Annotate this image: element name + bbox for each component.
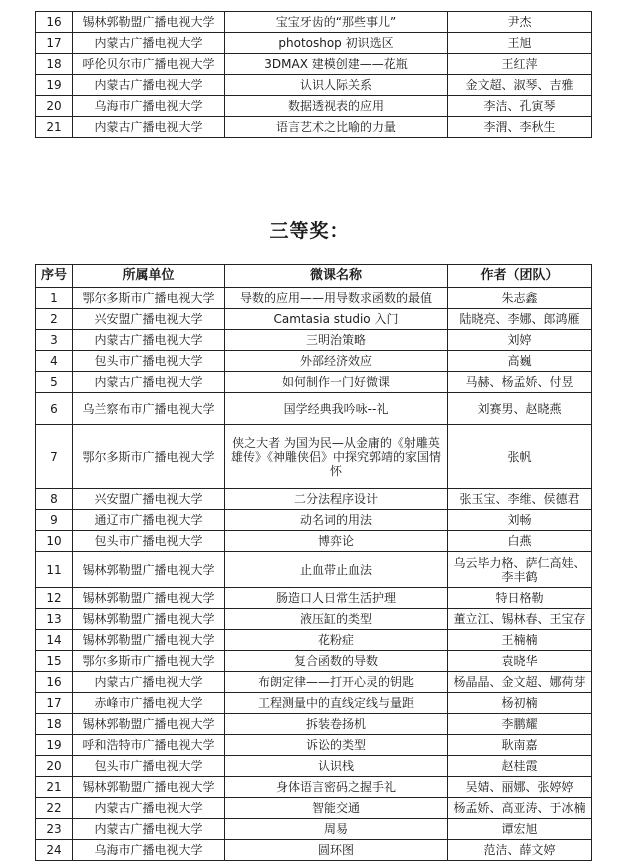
unit-cell: 乌兰察布市广播电视大学 <box>73 393 225 425</box>
author-cell: 袁晓华 <box>448 651 592 672</box>
table-row <box>36 609 592 630</box>
unit-cell: 锡林郭勒盟广播电视大学 <box>73 12 225 33</box>
course-title-cell: 宝宝牙齿的“那些事儿” <box>225 12 448 33</box>
table-row <box>36 393 592 425</box>
header-number: 序号 <box>36 265 73 288</box>
unit-cell: 内蒙古广播电视大学 <box>73 117 225 138</box>
course-title-cell: 圆环图 <box>225 840 448 861</box>
row-number: 7 <box>36 425 73 489</box>
unit-cell: 内蒙古广播电视大学 <box>73 75 225 96</box>
table-row <box>36 531 592 552</box>
unit-cell: 包头市广播电视大学 <box>73 351 225 372</box>
table-row <box>36 288 592 309</box>
author-cell: 杨孟娇、高亚涛、于冰楠 <box>448 798 592 819</box>
unit-cell: 内蒙古广播电视大学 <box>73 33 225 54</box>
table-row <box>36 489 592 510</box>
unit-cell: 锡林郭勒盟广播电视大学 <box>73 588 225 609</box>
header-unit: 所属单位 <box>73 265 225 288</box>
header-author: 作者（团队） <box>448 265 592 288</box>
unit-cell: 内蒙古广播电视大学 <box>73 330 225 351</box>
unit-cell: 锡林郭勒盟广播电视大学 <box>73 609 225 630</box>
row-number: 19 <box>36 75 73 96</box>
row-number: 17 <box>36 33 73 54</box>
author-cell: 耿南嘉 <box>448 735 592 756</box>
course-title-cell: 如何制作一门好微课 <box>225 372 448 393</box>
course-title-cell: 花粉症 <box>225 630 448 651</box>
row-number: 11 <box>36 552 73 588</box>
unit-cell: 内蒙古广播电视大学 <box>73 372 225 393</box>
table-row <box>36 819 592 840</box>
author-cell: 刘赛男、赵晓燕 <box>448 393 592 425</box>
course-title-cell: 肠造口人日常生活护理 <box>225 588 448 609</box>
author-cell: 特日格勒 <box>448 588 592 609</box>
author-cell: 李鹏耀 <box>448 714 592 735</box>
course-title-cell: 诉讼的类型 <box>225 735 448 756</box>
author-cell: 刘畅 <box>448 510 592 531</box>
course-title-cell: 侠之大者 为国为民—从金庸的《射雕英雄传》《神雕侠侣》中探究郭靖的家国情怀 <box>225 425 448 489</box>
table-row <box>36 651 592 672</box>
row-number: 19 <box>36 735 73 756</box>
table-row <box>36 425 592 489</box>
course-title-cell: 液压缸的类型 <box>225 609 448 630</box>
course-title-cell: 工程测量中的直线定线与量距 <box>225 693 448 714</box>
row-number: 1 <box>36 288 73 309</box>
author-cell: 白燕 <box>448 531 592 552</box>
table-row <box>36 54 592 75</box>
row-number: 23 <box>36 819 73 840</box>
course-title-cell: 布朗定律——打开心灵的钥匙 <box>225 672 448 693</box>
table-row <box>36 630 592 651</box>
row-number: 24 <box>36 840 73 861</box>
row-number: 9 <box>36 510 73 531</box>
author-cell: 李洁、孔寅琴 <box>448 96 592 117</box>
unit-cell: 包头市广播电视大学 <box>73 531 225 552</box>
unit-cell: 内蒙古广播电视大学 <box>73 819 225 840</box>
unit-cell: 鄂尔多斯市广播电视大学 <box>73 651 225 672</box>
unit-cell: 鄂尔多斯市广播电视大学 <box>73 288 225 309</box>
course-title-cell: 周易 <box>225 819 448 840</box>
table-row <box>36 372 592 393</box>
author-cell: 王旭 <box>448 33 592 54</box>
unit-cell: 乌海市广播电视大学 <box>73 96 225 117</box>
row-number: 14 <box>36 630 73 651</box>
unit-cell: 呼伦贝尔市广播电视大学 <box>73 54 225 75</box>
author-cell: 陆晓亮、李娜、郎鸿雁 <box>448 309 592 330</box>
author-cell: 李渭、李秋生 <box>448 117 592 138</box>
table-row <box>36 672 592 693</box>
unit-cell: 兴安盟广播电视大学 <box>73 309 225 330</box>
table-row <box>36 552 592 588</box>
author-cell: 王红萍 <box>448 54 592 75</box>
course-title-cell: 动名词的用法 <box>225 510 448 531</box>
row-number: 16 <box>36 12 73 33</box>
unit-cell: 锡林郭勒盟广播电视大学 <box>73 714 225 735</box>
author-cell: 赵桂霞 <box>448 756 592 777</box>
course-title-cell: 导数的应用——用导数求函数的最值 <box>225 288 448 309</box>
course-title-cell: 二分法程序设计 <box>225 489 448 510</box>
author-cell: 杨初楠 <box>448 693 592 714</box>
row-number: 8 <box>36 489 73 510</box>
row-number: 16 <box>36 672 73 693</box>
author-cell: 杨晶晶、金文超、娜荷芽 <box>448 672 592 693</box>
unit-cell: 赤峰市广播电视大学 <box>73 693 225 714</box>
author-cell: 尹杰 <box>448 12 592 33</box>
unit-cell: 呼和浩特市广播电视大学 <box>73 735 225 756</box>
table-row <box>36 33 592 54</box>
course-title-cell: 数据透视表的应用 <box>225 96 448 117</box>
row-number: 10 <box>36 531 73 552</box>
row-number: 20 <box>36 96 73 117</box>
row-number: 4 <box>36 351 73 372</box>
course-title-cell: 国学经典我吟咏--礼 <box>225 393 448 425</box>
unit-cell: 包头市广播电视大学 <box>73 756 225 777</box>
row-number: 13 <box>36 609 73 630</box>
author-cell: 马赫、杨孟娇、付昱 <box>448 372 592 393</box>
table-row <box>36 96 592 117</box>
row-number: 17 <box>36 693 73 714</box>
course-title-cell: 认识栈 <box>225 756 448 777</box>
unit-cell: 内蒙古广播电视大学 <box>73 672 225 693</box>
table-row <box>36 510 592 531</box>
unit-cell: 内蒙古广播电视大学 <box>73 798 225 819</box>
table-header-row <box>36 265 592 288</box>
header-course-title: 微课名称 <box>225 265 448 288</box>
author-cell: 乌云毕力格、萨仁高娃、李丰鹤 <box>448 552 592 588</box>
course-title-cell: photoshop 初识选区 <box>225 33 448 54</box>
table-row <box>36 756 592 777</box>
course-title-cell: 身体语言密码之握手礼 <box>225 777 448 798</box>
author-cell: 朱志鑫 <box>448 288 592 309</box>
author-cell: 金文超、淑琴、吉雅 <box>448 75 592 96</box>
author-cell: 谭宏旭 <box>448 819 592 840</box>
row-number: 21 <box>36 117 73 138</box>
table-row <box>36 693 592 714</box>
table-row <box>36 309 592 330</box>
author-cell: 王楠楠 <box>448 630 592 651</box>
table-row <box>36 117 592 138</box>
table-row <box>36 714 592 735</box>
section-title-third-prize: 三等奖： <box>269 220 350 242</box>
author-cell: 吴婧、丽娜、张婷婷 <box>448 777 592 798</box>
row-number: 12 <box>36 588 73 609</box>
unit-cell: 锡林郭勒盟广播电视大学 <box>73 630 225 651</box>
row-number: 5 <box>36 372 73 393</box>
course-title-cell: 认识人际关系 <box>225 75 448 96</box>
author-cell: 张帆 <box>448 425 592 489</box>
row-number: 3 <box>36 330 73 351</box>
unit-cell: 兴安盟广播电视大学 <box>73 489 225 510</box>
table-row <box>36 330 592 351</box>
author-cell: 董立江、锡林春、王宝存 <box>448 609 592 630</box>
third-prize-table <box>35 264 592 861</box>
course-title-cell: 拆装卷扬机 <box>225 714 448 735</box>
course-title-cell: 博弈论 <box>225 531 448 552</box>
author-cell: 张玉宝、李维、侯德君 <box>448 489 592 510</box>
unit-cell: 通辽市广播电视大学 <box>73 510 225 531</box>
table-row <box>36 840 592 861</box>
row-number: 6 <box>36 393 73 425</box>
table-row <box>36 351 592 372</box>
course-title-cell: 复合函数的导数 <box>225 651 448 672</box>
author-cell: 刘婷 <box>448 330 592 351</box>
award-table-continued <box>35 11 592 138</box>
row-number: 15 <box>36 651 73 672</box>
table-row <box>36 75 592 96</box>
unit-cell: 锡林郭勒盟广播电视大学 <box>73 552 225 588</box>
row-number: 20 <box>36 756 73 777</box>
course-title-cell: 智能交通 <box>225 798 448 819</box>
course-title-cell: 止血带止血法 <box>225 552 448 588</box>
table-row <box>36 588 592 609</box>
course-title-cell: 三明治策略 <box>225 330 448 351</box>
row-number: 22 <box>36 798 73 819</box>
table-row <box>36 798 592 819</box>
table-row <box>36 735 592 756</box>
row-number: 18 <box>36 714 73 735</box>
row-number: 18 <box>36 54 73 75</box>
unit-cell: 锡林郭勒盟广播电视大学 <box>73 777 225 798</box>
author-cell: 范洁、薛文婷 <box>448 840 592 861</box>
course-title-cell: Camtasia studio 入门 <box>225 309 448 330</box>
course-title-cell: 3DMAX 建模创建——花瓶 <box>225 54 448 75</box>
table-row <box>36 777 592 798</box>
row-number: 2 <box>36 309 73 330</box>
course-title-cell: 外部经济效应 <box>225 351 448 372</box>
table-row <box>36 12 592 33</box>
unit-cell: 鄂尔多斯市广播电视大学 <box>73 425 225 489</box>
course-title-cell: 语言艺术之比喻的力量 <box>225 117 448 138</box>
author-cell: 高巍 <box>448 351 592 372</box>
row-number: 21 <box>36 777 73 798</box>
unit-cell: 乌海市广播电视大学 <box>73 840 225 861</box>
